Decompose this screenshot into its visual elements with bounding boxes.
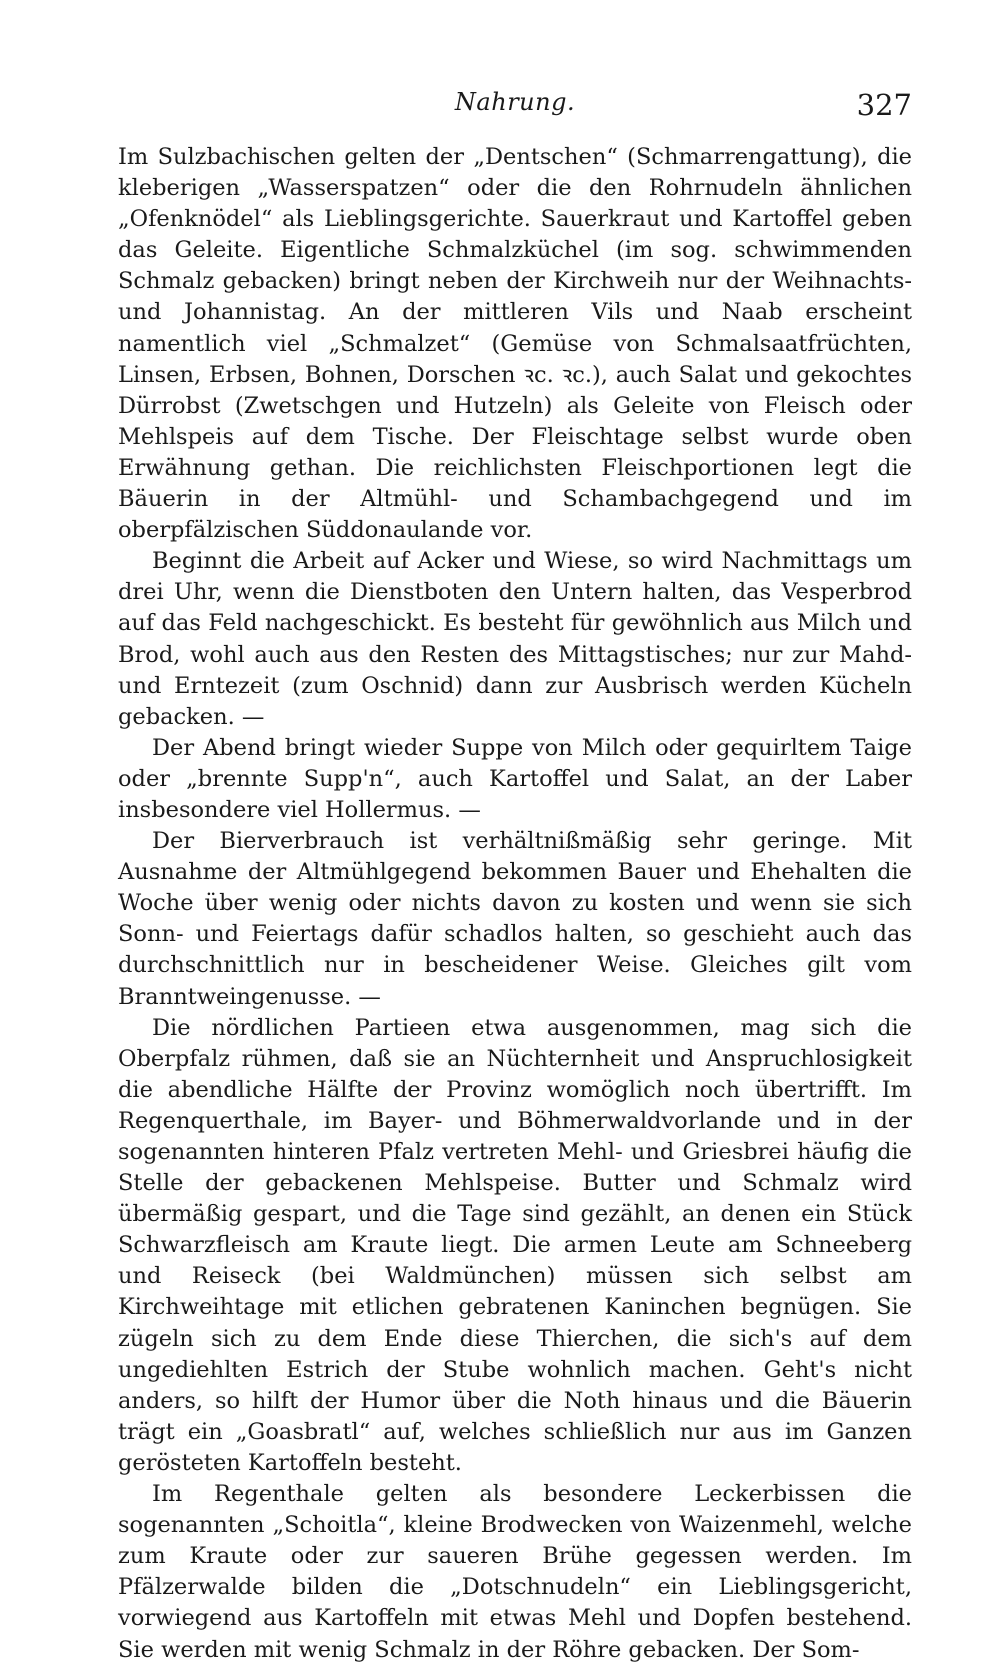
paragraph-4: Der Bierverbrauch ist verhältnißmäßig sehr geringe. Mit Ausnahme der Altmühlgegend bekommen Bauer und Ehehalten die Woche über wenig oder nichts davon zu kosten und wenn sie sich Sonn- und Feiertags dafür schadlos halten, so geschieht auch das durchschnittlich nur in bescheidener Weise. Gleiches gilt vom Branntweingenusse. — bbox=[118, 828, 912, 1010]
running-title: Nahrung. bbox=[454, 88, 576, 116]
paragraph-6: Im Regenthale gelten als besondere Leckerbissen die sogenannten „Schoitla“, kleine Brodwecken von Waizenmehl, welche zum Kraute oder zur saueren Brühe gegessen werden. Im Pfälzerwalde bilden die „Dotschnudeln“ ein Lieblingsgericht, vorwiegend aus Kartoffeln mit etwas Mehl und Dopfen bestehend. Sie werden mit wenig Schmalz in der Röhre gebacken. Der Som- bbox=[118, 1481, 912, 1663]
page-number: 327 bbox=[856, 88, 912, 122]
body-text bbox=[118, 142, 912, 1666]
paragraph-5: Die nördlichen Partieen etwa ausgenommen, mag sich die Oberpfalz rühmen, daß sie an Nüchternheit und Anspruchlosigkeit die abendliche Hälfte der Provinz womöglich noch übertrifft. Im Regenquerthale, im Bayer- und Böhmerwaldvorlande und in der sogenannten hinteren Pfalz vertreten Mehl- und Griesbrei häufig die Stelle der gebackenen Mehlspeise. Butter und Schmalz wird übermäßig gespart, und die Tage sind gezählt, an denen ein Stück Schwarzfleisch am Kraute liegt. Die armen Leute am Schneeberg und Reiseck (bei Waldmünchen) müssen sich selbst am Kirchweihtage mit etlichen gebratenen Kaninchen begnügen. Sie zügeln sich zu dem Ende diese Thierchen, die sich's auf dem ungediehlten Estrich der Stube wohnlich machen. Geht's nicht anders, so hilft der Humor über die Noth hinaus und die Bäuerin trägt ein „Goasbratl“ auf, welches schließlich nur aus im Ganzen gerösteten Kartoffeln besteht. bbox=[118, 1014, 912, 1476]
paragraph-3: Der Abend bringt wieder Suppe von Milch oder gequirltem Taige oder „brennte Supp'n“, auch Kartoffel und Salat, an der Laber insbesondere viel Hollermus. — bbox=[118, 734, 912, 823]
paragraph-2: Beginnt die Arbeit auf Acker und Wiese, so wird Nachmittags um drei Uhr, wenn die Dienstboten den Untern halten, das Vesperbrod auf das Feld nachgeschickt. Es besteht für gewöhnlich aus Milch und Brod, wohl auch aus den Resten des Mittagstisches; nur zur Mahd- und Erntezeit (zum Oschnid) dann zur Ausbrisch werden Kücheln gebacken. — bbox=[118, 548, 912, 730]
running-header bbox=[118, 88, 912, 128]
paragraph-1: Im Sulzbachischen gelten der „Dentschen“ (Schmarrengattung), die kleberigen „Wasserspatzen“ oder die den Rohrnudeln ähnlichen „Ofenknödel“ als Lieblingsgerichte. Sauerkraut und Kartoffel geben das Geleite. Eigentliche Schmalzküchel (im sog. schwimmenden Schmalz gebacken) bringt neben der Kirchweih nur der Weihnachts- und Johannistag. An der mittleren Vils und Naab erscheint namentlich viel „Schmalzet“ (Gemüse von Schmalsaatfrüchten, Linsen, Erbsen, Bohnen, Dorschen ꝛc. ꝛc.), auch Salat und gekochtes Dürrobst (Zwetschgen und Hutzeln) als Geleite von Fleisch oder Mehlspeis auf dem Tische. Der Fleischtage selbst wurde oben Erwähnung gethan. Die reichlichsten Fleischportionen legt die Bäuerin in der Altmühl- und Schambachgegend und im oberpfälzischen Süddonaulande vor. bbox=[118, 144, 912, 544]
